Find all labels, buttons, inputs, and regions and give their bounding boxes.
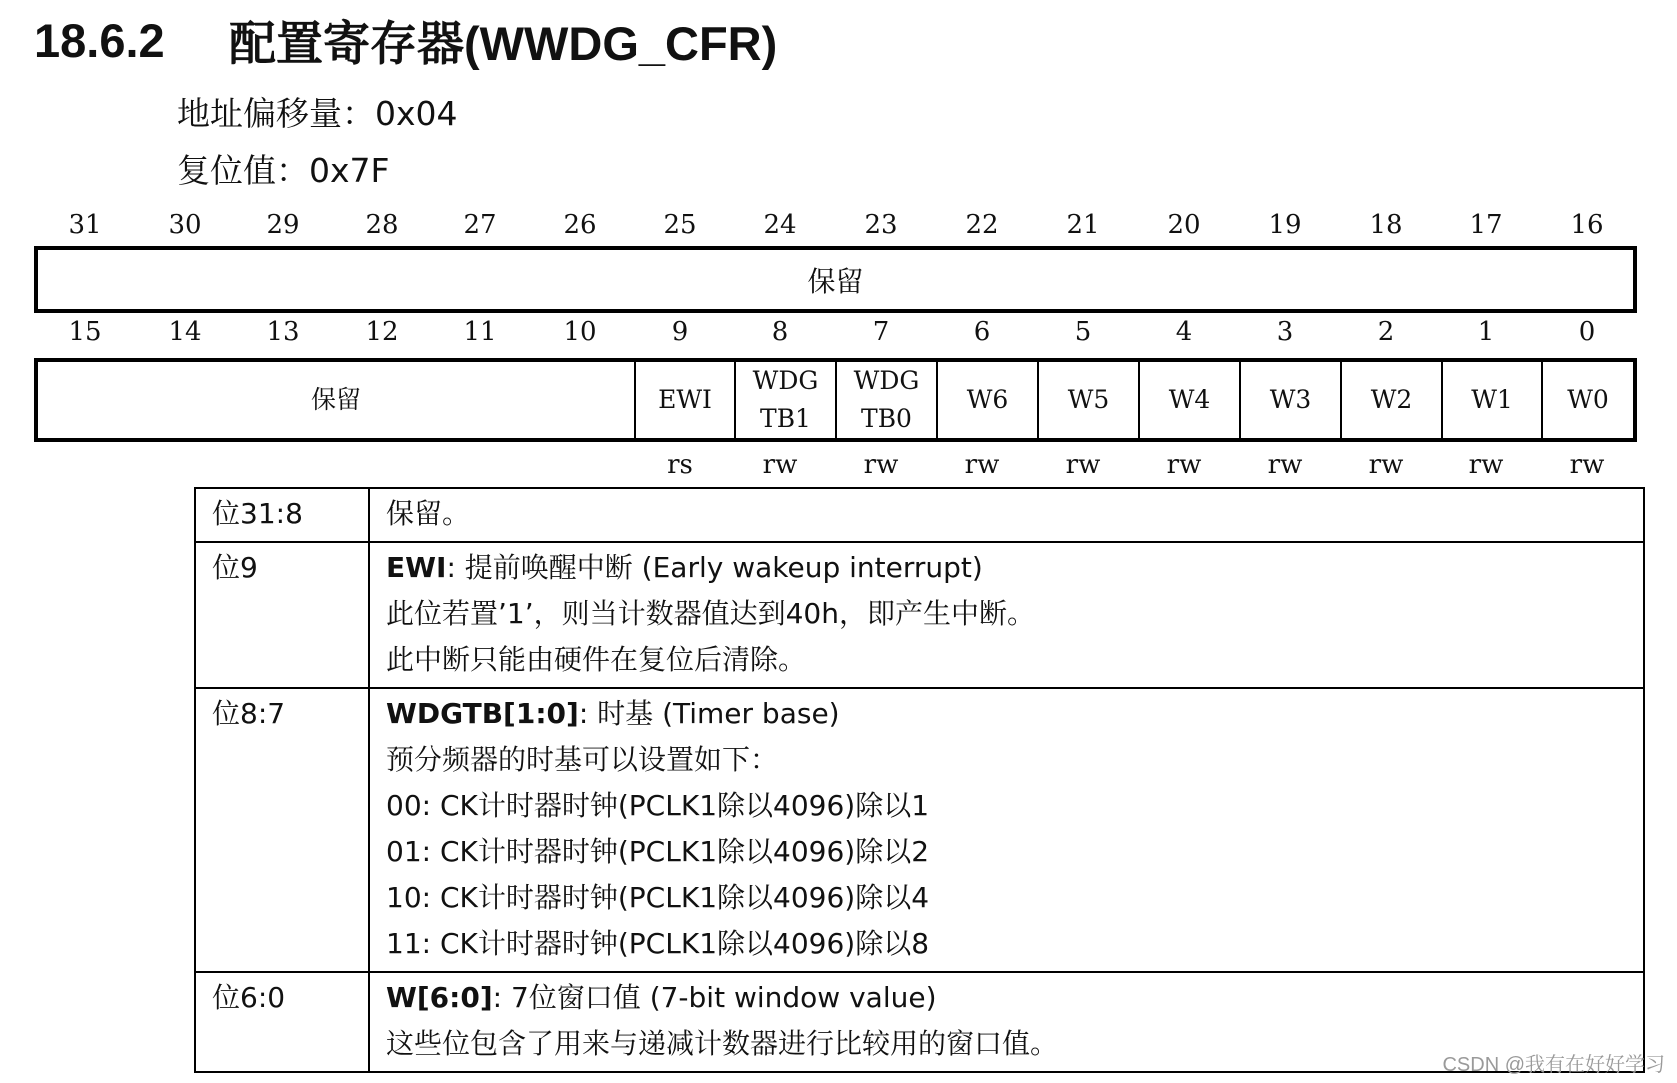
field-name: WDGTB[1:0]: [386, 697, 579, 730]
access-type: rs: [667, 450, 693, 480]
field-summary: : 7位窗口值 (7-bit window value): [492, 981, 937, 1014]
field-name: EWI: [386, 551, 447, 584]
bit-number: 2: [1377, 317, 1395, 347]
bit-description-table: [194, 487, 1645, 1073]
bit-number: 13: [266, 317, 300, 347]
upper-bit-numbers: [0, 203, 1677, 247]
bit-number: 22: [965, 210, 999, 240]
description-line: 10: CK计时器时钟(PCLK1除以4096)除以4: [386, 881, 930, 914]
field-line: EWI: [658, 385, 712, 414]
bit-number: 12: [365, 317, 399, 347]
access-type: rw: [1368, 450, 1404, 480]
bit-number: 15: [68, 317, 102, 347]
description-line: 00: CK计时器时钟(PCLK1除以4096)除以1: [386, 789, 930, 822]
bit-number: 28: [365, 210, 399, 240]
bit-description: [369, 542, 1644, 688]
field-w5: [1037, 362, 1138, 438]
section-heading: 配置寄存器(WWDG_CFR): [229, 16, 778, 70]
bit-number: 24: [763, 210, 797, 240]
field-wdgtb1: [734, 362, 835, 438]
table-row: [195, 972, 1644, 1072]
field-w3: [1239, 362, 1340, 438]
description-line: 预分频器的时基可以设置如下：: [386, 743, 779, 776]
bit-number: 5: [1074, 317, 1092, 347]
access-type: rw: [1569, 450, 1605, 480]
bit-number: 26: [563, 210, 597, 240]
access-type: rw: [762, 450, 798, 480]
bit-number: 1: [1477, 317, 1495, 347]
bit-range: 位8:7: [195, 688, 369, 972]
access-types: [0, 445, 1677, 489]
field-summary: : 提前唤醒中断 (Early wakeup interrupt): [446, 551, 983, 584]
reserved-label: 保留: [807, 264, 864, 298]
field-line: 保留: [310, 385, 361, 414]
description-line: 11: CK计时器时钟(PCLK1除以4096)除以8: [386, 927, 930, 960]
section-number: 18.6.2: [34, 13, 165, 67]
bit-range: 位9: [195, 542, 369, 688]
register-upper-reserved: [34, 246, 1637, 313]
register-lower-fields: [34, 358, 1637, 442]
bit-number: 9: [671, 317, 689, 347]
address-offset-value: 0x04: [375, 94, 458, 133]
field-w6: [936, 362, 1037, 438]
bit-number: 17: [1469, 210, 1503, 240]
bit-number: 10: [563, 317, 597, 347]
lower-bit-numbers: [0, 310, 1677, 354]
description-heading: [386, 545, 1627, 591]
reset-value-value: 0x7F: [309, 151, 390, 190]
bit-number: 8: [771, 317, 789, 347]
description-heading: [386, 975, 1627, 1021]
bit-number: 16: [1570, 210, 1604, 240]
description-line: 01: CK计时器时钟(PCLK1除以4096)除以2: [386, 835, 930, 868]
field-w1: [1441, 362, 1541, 438]
description-line: 此中断只能由硬件在复位后清除。: [386, 643, 807, 676]
field-line: W2: [1370, 385, 1413, 414]
field-line: TB0: [861, 404, 912, 433]
description-line: 这些位包含了用来与递减计数器进行比较用的窗口值。: [386, 1027, 1059, 1060]
field-line: W0: [1567, 385, 1609, 414]
bit-number: 23: [864, 210, 898, 240]
field-w2: [1340, 362, 1441, 438]
reset-value: [177, 145, 390, 192]
access-type: rw: [964, 450, 1000, 480]
bit-number: 20: [1167, 210, 1201, 240]
bit-number: 25: [663, 210, 697, 240]
table-row: [195, 542, 1644, 688]
access-type: rw: [1468, 450, 1504, 480]
bit-range: 位31:8: [195, 488, 369, 542]
field-wdgtb0: [835, 362, 936, 438]
field-line: WDG: [752, 366, 819, 395]
bit-number: 14: [168, 317, 202, 347]
bit-range: 位6:0: [195, 972, 369, 1072]
section-title: [34, 8, 777, 72]
field-line: W5: [1067, 385, 1110, 414]
bit-number: 18: [1369, 210, 1403, 240]
bit-number: 30: [168, 210, 202, 240]
description-heading: [386, 691, 1627, 737]
field-summary: : 时基 (Timer base): [578, 697, 840, 730]
field-reserved: [38, 362, 634, 438]
bit-number: 3: [1276, 317, 1294, 347]
bit-number: 29: [266, 210, 300, 240]
bit-number: 4: [1175, 317, 1193, 347]
bit-number: 6: [973, 317, 991, 347]
field-line: W6: [966, 385, 1009, 414]
address-offset: [177, 88, 458, 135]
watermark: CSDN @我有在好好学习: [1442, 1054, 1665, 1076]
description-line: 此位若置’1’，则当计数器值达到40h，即产生中断。: [386, 597, 1035, 630]
bit-number: 11: [463, 317, 497, 347]
address-offset-label: 地址偏移量：: [177, 94, 375, 133]
field-name: W[6:0]: [386, 981, 493, 1014]
table-row: [195, 688, 1644, 972]
field-ewi: [634, 362, 734, 438]
access-type: rw: [1267, 450, 1303, 480]
field-line: W3: [1269, 385, 1312, 414]
field-line: WDG: [853, 366, 920, 395]
bit-number: 31: [68, 210, 102, 240]
table-row: [195, 488, 1644, 542]
access-type: rw: [863, 450, 899, 480]
access-type: rw: [1166, 450, 1202, 480]
bit-number: 0: [1578, 317, 1596, 347]
reset-value-label: 复位值：: [177, 151, 309, 190]
bit-number: 19: [1268, 210, 1302, 240]
field-w4: [1138, 362, 1239, 438]
bit-description: [369, 488, 1644, 542]
description-line: 保留。: [386, 497, 471, 530]
field-line: TB1: [760, 404, 811, 433]
field-line: W4: [1168, 385, 1211, 414]
field-w0: [1541, 362, 1633, 438]
bit-number: 27: [463, 210, 497, 240]
access-type: rw: [1065, 450, 1101, 480]
bit-description: [369, 688, 1644, 972]
bit-number: 21: [1066, 210, 1100, 240]
bit-number: 7: [872, 317, 890, 347]
field-line: W1: [1471, 385, 1513, 414]
